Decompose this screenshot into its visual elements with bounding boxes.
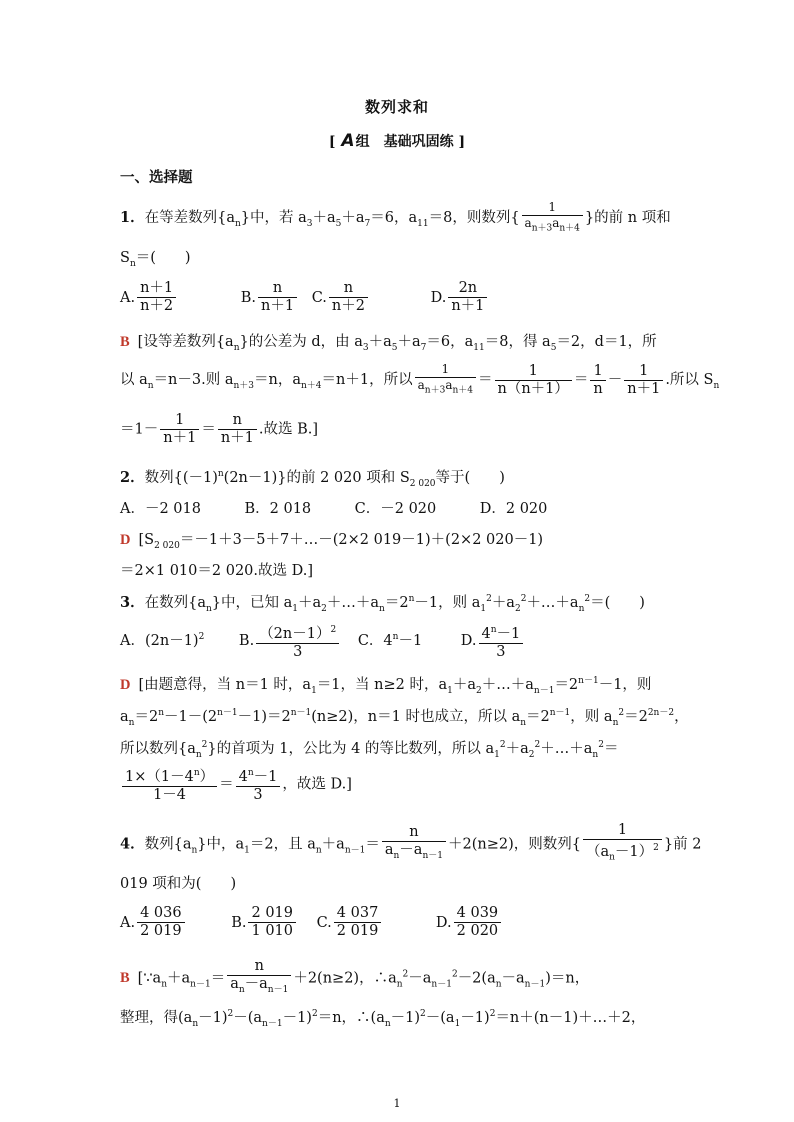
q4-options [120,905,503,940]
q3-solution-line3: 所以数列$\{a_n^2\}$的首项为 1，公比为 4 的等比数列，所以 $a_1^2+a_2^2+\dots+a_n^2=$ [120,740,619,760]
q4-option-a: A. $\frac{4 036}{2 019}$ [120,915,187,931]
q1-option-d: D. $\frac{2n}{n+1}$ [431,290,490,306]
q1-line2: $S_n=$( ) [120,250,191,269]
q1-option-b: B. $\frac{n}{n+1}$ [241,290,299,306]
q3-option-b: B. $\frac{(2n-1)^2}{3}$ [239,633,341,649]
q4-answer: B [120,970,130,987]
q1-options [120,280,489,315]
q4-option-b: B. $\frac{2 019}{1 010}$ [231,915,298,931]
group-heading [0,131,794,151]
q2-solution-line1: D [$S_{2 020}=-1+3-5+7+\dots-(2\times 2$ 019－1)＋(2×2 020－1) [120,532,544,551]
group-bracket-close: ] [458,134,466,150]
q4-solution-line2: 整理，得$(a_n-1)^2-(a_{n-1}-1)^2=n$，$\therefore(a_n-1)^2-(a_1-1)^2=n+(n-1)+\dots+2$， [120,1009,646,1029]
q1-solution-line1: B [设等差数列$\{a_n\}$的公差为 d，由 $a_3+a_5+a_7=6$，$a_{11}=8$，得 $a_5=2$，d＝1，所 [120,334,657,353]
q1-solution-line2: 以 $a_n=n-3$.则 $a_{n+3}=n$，$a_{n+4}=n+1$，所以 $\frac{1}{a_{n+3}a_{n+4}}$ ＝ $\frac{1}{n(n+1)}$ ＝ $\frac{1}{n}$ － $\frac{1}{n+1}$ .所以 $S_n$ [120,362,720,397]
q4-solution-line1: B [$\because a_n+a_{n-1}=$ $\frac{n}{a_n-a_{n-1}}$ ＋2(n≥2)，$\therefore a_n^2-a_{n-1}^2-2(a_n-a_{n-1})=n$， [120,958,590,995]
q2-solution-line2: ＝2×1 010＝2 020.故选 D.] [120,563,313,579]
q3-solution-line1: D [由题意得，当 n＝1 时，$a_1=1$，当 n≥2 时，$a_1+a_2+\dots+a_{n-1}=2^{n-1}-1$，则 [120,676,652,696]
group-label: 组 基础巩固练 [355,134,454,150]
q4-question: 4．数列$\{a_n\}$中，$a_1=2$，且 $a_n+a_{n-1}=$ $\frac{n}{a_n-a_{n-1}}$ ＋2(n≥2)，则数列{ $\frac{1}{(a_n-1)^2}$ }前 2 [120,822,702,863]
q3-solution-line2: $a_n=2^n-1-(2^{n-1}-1)=2^{n-1}(n\ge 2)$，n＝1 时也成立，所以 $a_n=2^{n-1}$，则 $a_n^2=2^{2n-2}$， [120,708,689,728]
q1-answer: B [120,334,130,350]
section-heading: 一、选择题 [120,169,193,186]
q3-option-d: D. $\frac{4^n-1}{3}$ [461,633,525,649]
q3-solution-line4: $\frac{1\times(1-4^n)}{1-4}$ ＝ $\frac{4^n-1}{3}$ ，故选 D.] [120,765,352,804]
q3-question: 3．在数列$\{a_n\}$中，已知 $a_1+a_2+\dots+a_n=2^n-1$，则 $a_1^2+a_2^2+\dots+a_n^2=$( ) [120,594,645,614]
q3-answer: D [120,677,131,693]
q2-answer: D [120,532,131,548]
q1-option-c: C. $\frac{n}{n+2}$ [312,290,370,306]
q2-question: 2．数列$\{(-1)^n(2n-1)\}$的前 2 020 项和 $S_{2 020}$等于( ) [120,469,505,489]
q1-option-a: A. $\frac{n+1}{n+2}$ [120,290,178,306]
q4-option-c: C. $\frac{4 037}{2 019}$ [317,915,384,931]
q1-fraction: $\frac{1}{a_{n+3}a_{n+4}}$ [522,200,583,236]
q1-line1: 1．在等差数列$\{a_n\}$中，若 $a_3+a_5+a_7=6$，$a_{11}=8$，则数列{ $\frac{1}{a_{n+3}a_{n+4}}$ }的前 n 项和 [120,200,671,236]
q2-options: A．－2 018 B．2 018 C．－2 020 D．2 020 [120,501,548,517]
q4-line2: 019 项和为( ) [120,876,237,892]
q4-option-d: D. $\frac{4 039}{2 020}$ [436,915,503,931]
q1-solution-line3: ＝1－ $\frac{1}{n+1}$ ＝ $\frac{n}{n+1}$ .故选 B.] [120,412,319,446]
page-title: 数列求和 [364,98,429,116]
q3-option-a: A．$(2n-1)^2$ [120,632,205,650]
q3-options [120,622,525,661]
group-bracket-open: [ [328,134,336,150]
q3-option-c: C．$4^n-1$ [357,632,423,650]
page-number: 1 [393,1097,401,1110]
group-letter: A [341,131,355,151]
